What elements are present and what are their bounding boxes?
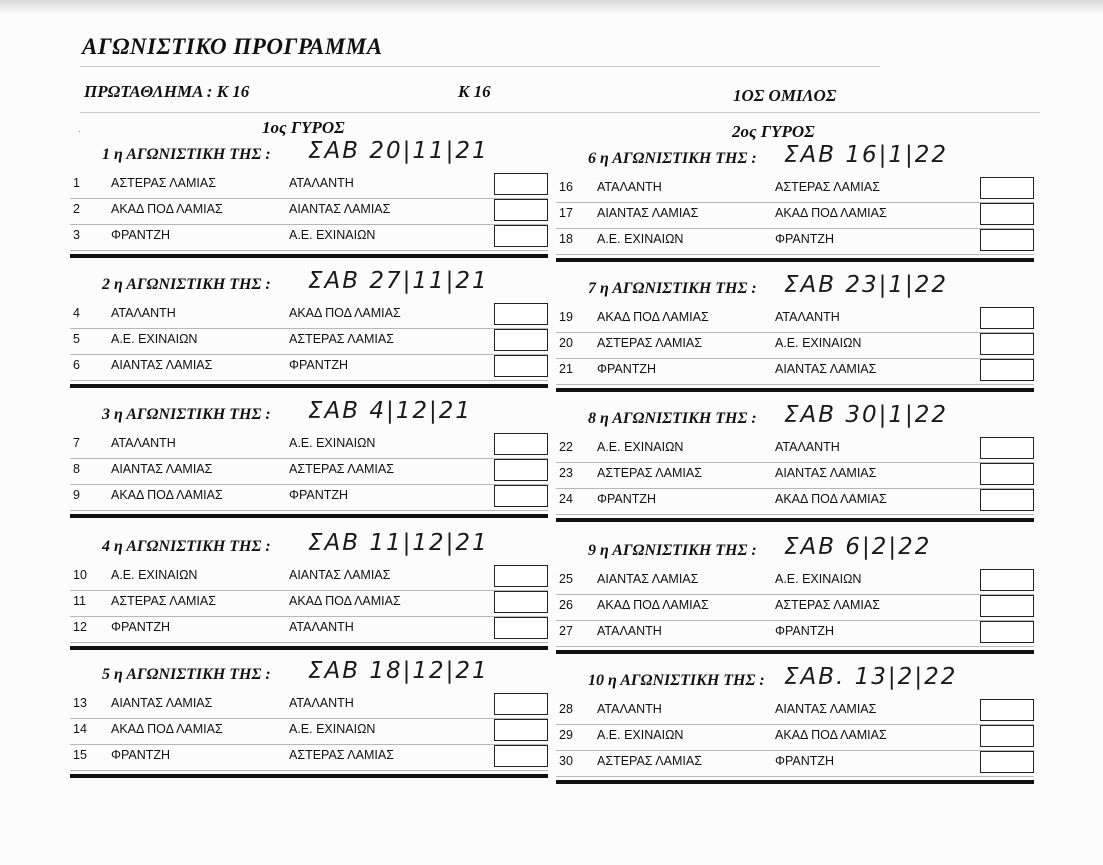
home-team: ΦΡΑΝΤΖΗ <box>597 492 657 506</box>
match-row <box>556 620 1034 647</box>
match-row <box>556 436 1034 463</box>
home-team: ΑΚΑΔ ΠΟΔ ΛΑΜΙΑΣ <box>111 722 223 736</box>
match-number: 5 <box>73 332 80 346</box>
score-box[interactable] <box>494 565 548 587</box>
score-box[interactable] <box>980 489 1034 511</box>
block-divider <box>556 258 1034 262</box>
matchday-title: 7 η ΑΓΩΝΙΣΤΙΚΗ ΤΗΣ : <box>588 280 757 297</box>
match-number: 3 <box>73 228 80 242</box>
championship-code: Κ 16 <box>458 82 491 101</box>
match-row <box>70 302 548 329</box>
match-number: 15 <box>73 748 87 762</box>
match-row <box>70 744 548 771</box>
scan-dot: . <box>78 124 81 135</box>
matchday-title: 10 η ΑΓΩΝΙΣΤΙΚΗ ΤΗΣ : <box>588 672 765 689</box>
match-number: 29 <box>559 728 573 742</box>
matchday-date: ΣΑΒ 6|2|22 <box>784 534 932 560</box>
away-team: ΑΣΤΕΡΑΣ ΛΑΜΙΑΣ <box>775 180 880 194</box>
score-box[interactable] <box>494 693 548 715</box>
home-team: ΑΙΑΝΤΑΣ ΛΑΜΙΑΣ <box>111 462 213 476</box>
match-number: 16 <box>559 180 573 194</box>
match-row <box>70 354 548 381</box>
home-team: ΑΙΑΝΤΑΣ ΛΑΜΙΑΣ <box>111 358 213 372</box>
score-box[interactable] <box>494 433 548 455</box>
away-team: ΦΡΑΝΤΖΗ <box>775 232 835 246</box>
away-team: ΑΤΑΛΑΝΤΗ <box>289 696 354 710</box>
away-team: ΑΣΤΕΡΑΣ ΛΑΜΙΑΣ <box>775 598 880 612</box>
match-number: 9 <box>73 488 80 502</box>
match-number: 4 <box>73 306 80 320</box>
block-divider <box>556 650 1034 654</box>
match-row <box>70 172 548 199</box>
away-team: ΑΙΑΝΤΑΣ ΛΑΜΙΑΣ <box>775 466 877 480</box>
matchday-date: ΣΑΒ 20|11|21 <box>308 138 489 164</box>
away-team: ΑΚΑΔ ΠΟΔ ΛΑΜΙΑΣ <box>289 594 401 608</box>
away-team: Α.Ε. ΕΧΙΝΑΙΩΝ <box>289 722 376 736</box>
away-team: ΑΚΑΔ ΠΟΔ ΛΑΜΙΑΣ <box>775 728 887 742</box>
score-box[interactable] <box>980 569 1034 591</box>
away-team: ΑΚΑΔ ΠΟΔ ΛΑΜΙΑΣ <box>775 206 887 220</box>
document-title: ΑΓΩΝΙΣΤΙΚΟ ΠΡΟΓΡΑΜΜΑ <box>82 34 383 59</box>
block-divider <box>70 646 548 650</box>
home-team: ΑΙΑΝΤΑΣ ΛΑΜΙΑΣ <box>111 696 213 710</box>
block-divider <box>556 388 1034 392</box>
match-number: 2 <box>73 202 80 216</box>
round-2-title: 2ος ΓΥΡΟΣ <box>732 122 815 141</box>
match-row <box>556 568 1034 595</box>
match-row <box>556 698 1034 725</box>
score-box[interactable] <box>494 719 548 741</box>
home-team: ΦΡΑΝΤΖΗ <box>597 362 657 376</box>
matchday-title: 5 η ΑΓΩΝΙΣΤΙΚΗ ΤΗΣ : <box>102 666 271 683</box>
home-team: ΑΤΑΛΑΝΤΗ <box>597 702 662 716</box>
match-row <box>70 432 548 459</box>
match-number: 21 <box>559 362 573 376</box>
matchday-date: ΣΑΒ 11|12|21 <box>308 530 489 556</box>
score-box[interactable] <box>494 617 548 639</box>
home-team: ΑΣΤΕΡΑΣ ΛΑΜΙΑΣ <box>597 336 702 350</box>
home-team: ΑΣΤΕΡΑΣ ΛΑΜΙΑΣ <box>597 754 702 768</box>
away-team: ΦΡΑΝΤΖΗ <box>775 624 835 638</box>
matchday-title: 4 η ΑΓΩΝΙΣΤΙΚΗ ΤΗΣ : <box>102 538 271 555</box>
scan-top-shadow <box>0 0 1103 14</box>
matchday-date: ΣΑΒ. 13|2|22 <box>784 664 958 690</box>
home-team: ΑΤΑΛΑΝΤΗ <box>111 306 176 320</box>
away-team: ΑΙΑΝΤΑΣ ΛΑΜΙΑΣ <box>289 568 391 582</box>
away-team: Α.Ε. ΕΧΙΝΑΙΩΝ <box>289 436 376 450</box>
round-1-title: 1ος ΓΥΡΟΣ <box>262 118 345 137</box>
home-team: ΑΚΑΔ ΠΟΔ ΛΑΜΙΑΣ <box>111 488 223 502</box>
score-box[interactable] <box>980 229 1034 251</box>
title-underline <box>80 66 880 67</box>
match-row <box>70 224 548 251</box>
home-team: ΑΤΑΛΑΝΤΗ <box>597 180 662 194</box>
match-row <box>70 328 548 355</box>
match-row <box>556 306 1034 333</box>
match-row <box>556 750 1034 777</box>
home-team: ΦΡΑΝΤΖΗ <box>111 228 171 242</box>
away-team: ΑΤΑΛΑΝΤΗ <box>289 620 354 634</box>
block-divider <box>70 384 548 388</box>
matchday-title: 9 η ΑΓΩΝΙΣΤΙΚΗ ΤΗΣ : <box>588 542 757 559</box>
home-team: ΑΤΑΛΑΝΤΗ <box>111 436 176 450</box>
home-team: ΑΣΤΕΡΑΣ ΛΑΜΙΑΣ <box>597 466 702 480</box>
matchday-date: ΣΑΒ 30|1|22 <box>784 402 949 428</box>
match-number: 12 <box>73 620 87 634</box>
score-box[interactable] <box>980 203 1034 225</box>
away-team: Α.Ε. ΕΧΙΝΑΙΩΝ <box>289 228 376 242</box>
match-number: 19 <box>559 310 573 324</box>
match-number: 1 <box>73 176 80 190</box>
match-row <box>556 358 1034 385</box>
matchday-title: 3 η ΑΓΩΝΙΣΤΙΚΗ ΤΗΣ : <box>102 406 271 423</box>
match-number: 25 <box>559 572 573 586</box>
home-team: Α.Ε. ΕΧΙΝΑΙΩΝ <box>597 440 684 454</box>
score-box[interactable] <box>980 333 1034 355</box>
away-team: ΑΙΑΝΤΑΣ ΛΑΜΙΑΣ <box>775 702 877 716</box>
match-row <box>556 724 1034 751</box>
match-number: 24 <box>559 492 573 506</box>
match-row <box>556 594 1034 621</box>
score-box[interactable] <box>980 621 1034 643</box>
block-divider <box>70 774 548 778</box>
away-team: ΦΡΑΝΤΖΗ <box>289 488 349 502</box>
match-number: 6 <box>73 358 80 372</box>
match-row <box>556 176 1034 203</box>
matchday-date: ΣΑΒ 18|12|21 <box>308 658 489 684</box>
score-box[interactable] <box>980 725 1034 747</box>
away-team: ΑΣΤΕΡΑΣ ΛΑΜΙΑΣ <box>289 462 394 476</box>
score-box[interactable] <box>494 485 548 507</box>
away-team: ΑΚΑΔ ΠΟΔ ΛΑΜΙΑΣ <box>289 306 401 320</box>
away-team: ΦΡΑΝΤΖΗ <box>775 754 835 768</box>
home-team: ΑΚΑΔ ΠΟΔ ΛΑΜΙΑΣ <box>597 598 709 612</box>
score-box[interactable] <box>980 359 1034 381</box>
score-box[interactable] <box>980 751 1034 773</box>
match-row <box>70 616 548 643</box>
score-box[interactable] <box>494 591 548 613</box>
matchday-title: 8 η ΑΓΩΝΙΣΤΙΚΗ ΤΗΣ : <box>588 410 757 427</box>
matchday-date: ΣΑΒ 27|11|21 <box>308 268 489 294</box>
away-team: Α.Ε. ΕΧΙΝΑΙΩΝ <box>775 572 862 586</box>
match-row <box>556 332 1034 359</box>
match-row <box>70 484 548 511</box>
home-team: ΑΙΑΝΤΑΣ ΛΑΜΙΑΣ <box>597 572 699 586</box>
away-team: ΑΣΤΕΡΑΣ ΛΑΜΙΑΣ <box>289 332 394 346</box>
away-team: ΑΙΑΝΤΑΣ ΛΑΜΙΑΣ <box>289 202 391 216</box>
score-box[interactable] <box>494 459 548 481</box>
match-row <box>70 692 548 719</box>
home-team: Α.Ε. ΕΧΙΝΑΙΩΝ <box>597 728 684 742</box>
match-number: 8 <box>73 462 80 476</box>
match-row <box>70 564 548 591</box>
home-team: ΑΣΤΕΡΑΣ ΛΑΜΙΑΣ <box>111 176 216 190</box>
home-team: Α.Ε. ΕΧΙΝΑΙΩΝ <box>597 232 684 246</box>
match-number: 14 <box>73 722 87 736</box>
score-box[interactable] <box>494 173 548 195</box>
away-team: ΑΣΤΕΡΑΣ ΛΑΜΙΑΣ <box>289 748 394 762</box>
home-team: ΑΣΤΕΡΑΣ ΛΑΜΙΑΣ <box>111 594 216 608</box>
match-number: 23 <box>559 466 573 480</box>
match-number: 22 <box>559 440 573 454</box>
match-row <box>556 488 1034 515</box>
away-team: ΑΤΑΛΑΝΤΗ <box>775 440 840 454</box>
score-box[interactable] <box>494 199 548 221</box>
home-team: Α.Ε. ΕΧΙΝΑΙΩΝ <box>111 568 198 582</box>
block-divider <box>556 780 1034 784</box>
home-team: ΑΚΑΔ ΠΟΔ ΛΑΜΙΑΣ <box>111 202 223 216</box>
block-divider <box>70 514 548 518</box>
away-team: ΑΤΑΛΑΝΤΗ <box>289 176 354 190</box>
score-box[interactable] <box>980 699 1034 721</box>
matchday-title: 6 η ΑΓΩΝΙΣΤΙΚΗ ΤΗΣ : <box>588 150 757 167</box>
score-box[interactable] <box>980 437 1034 459</box>
match-number: 13 <box>73 696 87 710</box>
match-row <box>70 198 548 225</box>
score-box[interactable] <box>494 355 548 377</box>
match-row <box>556 228 1034 255</box>
match-row <box>556 202 1034 229</box>
match-number: 27 <box>559 624 573 638</box>
score-box[interactable] <box>980 177 1034 199</box>
match-number: 18 <box>559 232 573 246</box>
match-number: 26 <box>559 598 573 612</box>
home-team: ΑΤΑΛΑΝΤΗ <box>597 624 662 638</box>
away-team: ΑΚΑΔ ΠΟΔ ΛΑΜΙΑΣ <box>775 492 887 506</box>
matchday-title: 2 η ΑΓΩΝΙΣΤΙΚΗ ΤΗΣ : <box>102 276 271 293</box>
block-divider <box>556 518 1034 522</box>
match-row <box>556 462 1034 489</box>
away-team: ΑΤΑΛΑΝΤΗ <box>775 310 840 324</box>
match-number: 7 <box>73 436 80 450</box>
matchday-date: ΣΑΒ 23|1|22 <box>784 272 949 298</box>
score-box[interactable] <box>980 595 1034 617</box>
header-underline <box>80 112 1040 113</box>
match-number: 28 <box>559 702 573 716</box>
home-team: ΦΡΑΝΤΖΗ <box>111 748 171 762</box>
score-box[interactable] <box>494 225 548 247</box>
matchday-date: ΣΑΒ 4|12|21 <box>308 398 473 424</box>
matchday-date: ΣΑΒ 16|1|22 <box>784 142 949 168</box>
away-team: Α.Ε. ΕΧΙΝΑΙΩΝ <box>775 336 862 350</box>
score-box[interactable] <box>980 307 1034 329</box>
score-box[interactable] <box>494 329 548 351</box>
match-number: 17 <box>559 206 573 220</box>
match-number: 30 <box>559 754 573 768</box>
match-row <box>70 718 548 745</box>
score-box[interactable] <box>980 463 1034 485</box>
match-number: 10 <box>73 568 87 582</box>
away-team: ΑΙΑΝΤΑΣ ΛΑΜΙΑΣ <box>775 362 877 376</box>
away-team: ΦΡΑΝΤΖΗ <box>289 358 349 372</box>
match-row <box>70 458 548 485</box>
match-number: 11 <box>73 594 86 608</box>
group-label: 1ΟΣ ΟΜΙΛΟΣ <box>733 86 837 105</box>
home-team: ΦΡΑΝΤΖΗ <box>111 620 171 634</box>
block-divider <box>70 254 548 258</box>
matchday-title: 1 η ΑΓΩΝΙΣΤΙΚΗ ΤΗΣ : <box>102 146 271 163</box>
score-box[interactable] <box>494 745 548 767</box>
match-number: 20 <box>559 336 573 350</box>
score-box[interactable] <box>494 303 548 325</box>
home-team: ΑΙΑΝΤΑΣ ΛΑΜΙΑΣ <box>597 206 699 220</box>
home-team: Α.Ε. ΕΧΙΝΑΙΩΝ <box>111 332 198 346</box>
championship-label: ΠΡΩΤΑΘΛΗΜΑ : Κ 16 <box>84 82 250 101</box>
home-team: ΑΚΑΔ ΠΟΔ ΛΑΜΙΑΣ <box>597 310 709 324</box>
match-row <box>70 590 548 617</box>
